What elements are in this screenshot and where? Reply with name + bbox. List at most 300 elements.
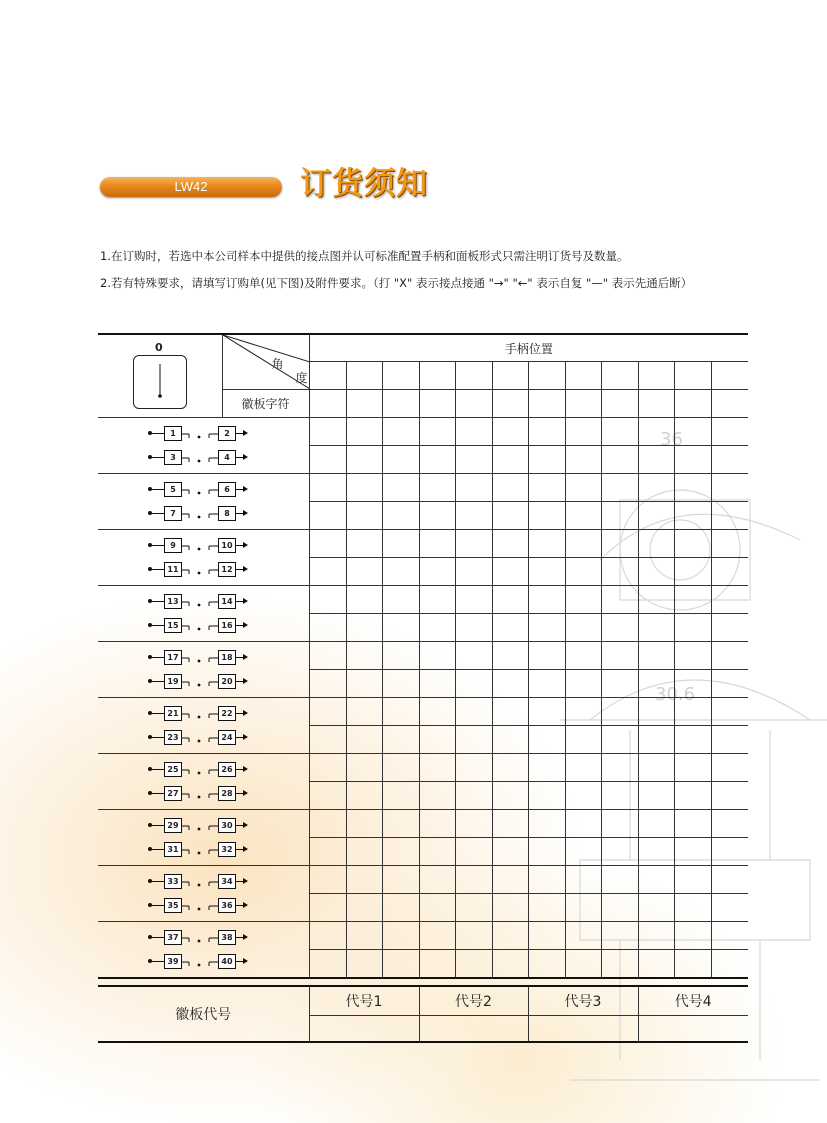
angle-cell[interactable] — [674, 362, 711, 390]
contact-state-cell[interactable] — [638, 558, 674, 586]
contact-state-cell[interactable] — [492, 446, 528, 474]
contact-state-cell[interactable] — [455, 782, 492, 810]
contact-state-cell[interactable] — [455, 810, 492, 838]
contact-state-cell[interactable] — [638, 446, 674, 474]
contact-state-cell[interactable] — [711, 670, 748, 698]
contact-state-cell[interactable] — [455, 558, 492, 586]
contact-terminal-out: 40 — [218, 954, 236, 969]
contact-state-cell[interactable] — [309, 866, 346, 894]
contact-state-cell[interactable] — [419, 894, 455, 922]
contact-state-cell[interactable] — [711, 586, 748, 614]
contact-state-cell[interactable] — [711, 950, 748, 979]
plate-char-cell[interactable] — [711, 390, 748, 418]
code-1-input[interactable] — [309, 1015, 419, 1042]
contact-pair — [98, 646, 310, 670]
contact-state-cell[interactable] — [346, 838, 382, 866]
contact-state-cell[interactable] — [382, 446, 419, 474]
contact-state-cell[interactable] — [419, 726, 455, 754]
contact-state-cell[interactable] — [601, 698, 638, 726]
terminal-dot-icon — [150, 513, 164, 514]
terminal-dot-icon — [150, 961, 164, 962]
contact-state-cell[interactable] — [419, 950, 455, 979]
contact-state-cell[interactable] — [419, 530, 455, 558]
contact-state-cell[interactable] — [309, 810, 346, 838]
contact-state-cell[interactable] — [565, 782, 601, 810]
contact-state-cell[interactable] — [711, 894, 748, 922]
contact-state-cell[interactable] — [346, 726, 382, 754]
contact-switch-icon — [181, 657, 218, 663]
contact-state-cell[interactable] — [528, 810, 565, 838]
contact-state-cell[interactable] — [528, 950, 565, 979]
contact-state-cell[interactable] — [346, 754, 382, 782]
angle-cell[interactable] — [565, 362, 601, 390]
contact-state-cell[interactable] — [601, 586, 638, 614]
contact-state-cell[interactable] — [638, 698, 674, 726]
contact-state-cell[interactable] — [528, 698, 565, 726]
contact-state-cell[interactable] — [309, 726, 346, 754]
contact-state-cell[interactable] — [601, 782, 638, 810]
contact-state-cell[interactable] — [346, 894, 382, 922]
contact-state-cell[interactable] — [492, 810, 528, 838]
contact-state-cell[interactable] — [382, 754, 419, 782]
contact-state-cell[interactable] — [565, 838, 601, 866]
contact-state-cell[interactable] — [565, 558, 601, 586]
contact-state-cell[interactable] — [382, 782, 419, 810]
code-1-header: 代号1 — [309, 986, 419, 1015]
plate-char-cell[interactable] — [674, 390, 711, 418]
contact-state-cell[interactable] — [382, 642, 419, 670]
contact-state-cell[interactable] — [674, 446, 711, 474]
contact-state-cell[interactable] — [382, 614, 419, 642]
contact-state-cell[interactable] — [528, 530, 565, 558]
contact-state-cell[interactable] — [674, 866, 711, 894]
contact-state-cell[interactable] — [455, 726, 492, 754]
contact-state-cell[interactable] — [565, 894, 601, 922]
contact-state-cell[interactable] — [419, 474, 455, 502]
contact-state-cell[interactable] — [528, 754, 565, 782]
contact-state-cell[interactable] — [601, 726, 638, 754]
contact-state-cell[interactable] — [309, 530, 346, 558]
contact-state-cell[interactable] — [382, 418, 419, 446]
contact-pair — [98, 702, 310, 726]
contact-state-cell[interactable] — [674, 754, 711, 782]
contact-state-cell[interactable] — [492, 502, 528, 530]
contact-state-cell[interactable] — [711, 754, 748, 782]
contact-state-cell[interactable] — [711, 838, 748, 866]
contact-state-cell[interactable] — [711, 446, 748, 474]
contact-state-cell[interactable] — [382, 502, 419, 530]
contact-state-cell[interactable] — [346, 614, 382, 642]
contact-state-cell[interactable] — [492, 698, 528, 726]
contact-state-cell[interactable] — [674, 670, 711, 698]
contact-state-cell[interactable] — [455, 502, 492, 530]
contact-state-cell[interactable] — [674, 530, 711, 558]
contact-state-cell[interactable] — [346, 950, 382, 979]
contact-state-cell[interactable] — [638, 894, 674, 922]
contact-state-cell[interactable] — [492, 782, 528, 810]
contact-state-cell[interactable] — [711, 418, 748, 446]
contact-state-cell[interactable] — [601, 810, 638, 838]
contact-state-cell[interactable] — [638, 810, 674, 838]
plate-char-cell[interactable] — [492, 390, 528, 418]
contact-switch-icon — [181, 769, 218, 775]
contact-state-cell[interactable] — [674, 474, 711, 502]
contact-terminal-in: 23 — [164, 730, 182, 745]
contact-state-cell[interactable] — [455, 754, 492, 782]
contact-state-cell[interactable] — [419, 586, 455, 614]
contact-state-cell[interactable] — [492, 838, 528, 866]
contact-state-cell[interactable] — [565, 614, 601, 642]
contact-state-cell[interactable] — [674, 502, 711, 530]
contact-state-cell[interactable] — [601, 754, 638, 782]
contact-state-cell[interactable] — [309, 586, 346, 614]
contact-state-cell[interactable] — [565, 726, 601, 754]
arrow-right-icon — [235, 961, 245, 962]
contact-state-cell[interactable] — [419, 782, 455, 810]
plate-char-cell[interactable] — [528, 390, 565, 418]
contact-state-cell[interactable] — [419, 838, 455, 866]
contact-group — [98, 866, 309, 922]
contact-state-cell[interactable] — [419, 614, 455, 642]
contact-pair — [98, 422, 310, 446]
contact-state-cell[interactable] — [638, 866, 674, 894]
contact-state-cell[interactable] — [601, 950, 638, 979]
plate-char-cell[interactable] — [565, 390, 601, 418]
angle-cell[interactable] — [455, 362, 492, 390]
contact-state-cell[interactable] — [382, 810, 419, 838]
contact-state-cell[interactable] — [528, 446, 565, 474]
contact-state-cell[interactable] — [638, 922, 674, 950]
contact-state-cell[interactable] — [455, 446, 492, 474]
contact-state-cell[interactable] — [492, 642, 528, 670]
contact-state-cell[interactable] — [382, 922, 419, 950]
contact-state-cell[interactable] — [382, 586, 419, 614]
contact-state-cell[interactable] — [455, 586, 492, 614]
contact-state-cell[interactable] — [455, 418, 492, 446]
contact-state-cell[interactable] — [455, 866, 492, 894]
contact-state-cell[interactable] — [565, 446, 601, 474]
contact-state-cell[interactable] — [528, 642, 565, 670]
contact-state-cell[interactable] — [528, 614, 565, 642]
contact-state-cell[interactable] — [638, 726, 674, 754]
contact-state-cell[interactable] — [382, 894, 419, 922]
contact-state-cell[interactable] — [382, 950, 419, 979]
contact-pair — [98, 814, 310, 838]
contact-state-cell[interactable] — [528, 726, 565, 754]
contact-state-cell[interactable] — [346, 642, 382, 670]
contact-state-cell[interactable] — [419, 810, 455, 838]
contact-state-cell[interactable] — [382, 558, 419, 586]
angle-cell[interactable] — [638, 362, 674, 390]
angle-cell[interactable] — [528, 362, 565, 390]
contact-state-cell[interactable] — [565, 866, 601, 894]
contact-state-cell[interactable] — [455, 530, 492, 558]
contact-state-cell[interactable] — [455, 698, 492, 726]
contact-state-cell[interactable] — [638, 418, 674, 446]
angle-cell[interactable] — [346, 362, 382, 390]
contact-state-cell[interactable] — [309, 502, 346, 530]
angle-cell[interactable] — [309, 362, 346, 390]
contact-state-cell[interactable] — [674, 810, 711, 838]
contact-state-cell[interactable] — [601, 866, 638, 894]
contact-state-cell[interactable] — [419, 642, 455, 670]
contact-state-cell[interactable] — [601, 474, 638, 502]
contact-state-cell[interactable] — [419, 418, 455, 446]
contact-state-cell[interactable] — [346, 782, 382, 810]
contact-state-cell[interactable] — [601, 670, 638, 698]
contact-state-cell[interactable] — [492, 614, 528, 642]
contact-state-cell[interactable] — [601, 894, 638, 922]
contact-state-cell[interactable] — [711, 866, 748, 894]
plate-char-cell[interactable] — [601, 390, 638, 418]
contact-state-cell[interactable] — [601, 838, 638, 866]
contact-state-cell[interactable] — [565, 754, 601, 782]
contact-terminal-in: 37 — [164, 930, 182, 945]
contact-state-cell[interactable] — [638, 670, 674, 698]
contact-state-cell[interactable] — [528, 558, 565, 586]
contact-state-cell[interactable] — [565, 474, 601, 502]
contact-state-cell[interactable] — [674, 698, 711, 726]
contact-state-cell[interactable] — [492, 754, 528, 782]
contact-state-cell[interactable] — [565, 950, 601, 979]
contact-state-cell[interactable] — [455, 838, 492, 866]
contact-state-cell[interactable] — [601, 502, 638, 530]
contact-state-cell[interactable] — [528, 474, 565, 502]
contact-state-cell[interactable] — [346, 558, 382, 586]
contact-state-cell[interactable] — [711, 614, 748, 642]
contact-state-cell[interactable] — [346, 446, 382, 474]
contact-state-cell[interactable] — [419, 446, 455, 474]
plate-char-cell[interactable] — [346, 390, 382, 418]
contact-state-cell[interactable] — [528, 866, 565, 894]
terminal-dot-icon — [150, 657, 164, 658]
contact-state-cell[interactable] — [309, 698, 346, 726]
contact-state-cell[interactable] — [711, 698, 748, 726]
contact-state-cell[interactable] — [309, 754, 346, 782]
contact-state-cell[interactable] — [528, 838, 565, 866]
contact-state-cell[interactable] — [346, 530, 382, 558]
contact-state-cell[interactable] — [601, 614, 638, 642]
contact-state-cell[interactable] — [528, 502, 565, 530]
contact-state-cell[interactable] — [346, 698, 382, 726]
contact-state-cell[interactable] — [309, 782, 346, 810]
angle-label-1: 角 — [271, 357, 284, 371]
contact-state-cell[interactable] — [638, 782, 674, 810]
contact-state-cell[interactable] — [638, 586, 674, 614]
contact-state-cell[interactable] — [309, 558, 346, 586]
contact-state-cell[interactable] — [419, 866, 455, 894]
plate-char-cell[interactable] — [455, 390, 492, 418]
contact-state-cell[interactable] — [528, 922, 565, 950]
contact-pair — [98, 950, 310, 974]
contact-state-cell[interactable] — [309, 922, 346, 950]
contact-state-cell[interactable] — [492, 558, 528, 586]
contact-terminal-out: 16 — [218, 618, 236, 633]
angle-cell[interactable] — [419, 362, 455, 390]
contact-state-cell[interactable] — [455, 474, 492, 502]
contact-state-cell[interactable] — [346, 418, 382, 446]
contact-state-cell[interactable] — [382, 670, 419, 698]
contact-state-cell[interactable] — [674, 558, 711, 586]
contact-state-cell[interactable] — [711, 530, 748, 558]
plate-char-cell[interactable] — [419, 390, 455, 418]
code-2-input[interactable] — [419, 1015, 528, 1042]
plate-char-cell[interactable] — [382, 390, 419, 418]
contact-state-cell[interactable] — [492, 418, 528, 446]
contact-state-cell[interactable] — [309, 670, 346, 698]
contact-terminal-out: 34 — [218, 874, 236, 889]
contact-state-cell[interactable] — [601, 530, 638, 558]
contact-state-cell[interactable] — [382, 866, 419, 894]
contact-state-cell[interactable] — [455, 670, 492, 698]
angle-cell[interactable] — [492, 362, 528, 390]
contact-state-cell[interactable] — [565, 670, 601, 698]
contact-state-cell[interactable] — [711, 502, 748, 530]
contact-state-cell[interactable] — [492, 894, 528, 922]
contact-state-cell[interactable] — [346, 502, 382, 530]
contact-state-cell[interactable] — [346, 670, 382, 698]
contact-state-cell[interactable] — [419, 698, 455, 726]
contact-state-cell[interactable] — [492, 530, 528, 558]
contact-state-cell[interactable] — [674, 418, 711, 446]
contact-state-cell[interactable] — [601, 446, 638, 474]
contact-state-cell[interactable] — [528, 670, 565, 698]
contact-pair — [98, 558, 310, 582]
contact-state-cell[interactable] — [565, 502, 601, 530]
contact-state-cell[interactable] — [492, 726, 528, 754]
contact-terminal-in: 39 — [164, 954, 182, 969]
contact-pair — [98, 590, 310, 614]
contact-state-cell[interactable] — [711, 810, 748, 838]
contact-state-cell[interactable] — [674, 950, 711, 979]
contact-state-cell[interactable] — [309, 614, 346, 642]
contact-pair — [98, 478, 310, 502]
contact-state-cell[interactable] — [638, 614, 674, 642]
angle-cell[interactable] — [711, 362, 748, 390]
contact-state-cell[interactable] — [309, 838, 346, 866]
contact-state-cell[interactable] — [419, 754, 455, 782]
contact-switch-icon — [181, 625, 218, 631]
contact-state-cell[interactable] — [638, 474, 674, 502]
contact-state-cell[interactable] — [565, 586, 601, 614]
contact-state-cell[interactable] — [711, 474, 748, 502]
contact-state-cell[interactable] — [528, 418, 565, 446]
contact-state-cell[interactable] — [601, 558, 638, 586]
contact-state-cell[interactable] — [419, 922, 455, 950]
contact-state-cell[interactable] — [638, 502, 674, 530]
contact-state-cell[interactable] — [346, 922, 382, 950]
arrow-right-icon — [235, 681, 245, 682]
contact-switch-icon — [181, 825, 218, 831]
contact-state-cell[interactable] — [638, 838, 674, 866]
code-4-input[interactable] — [638, 1015, 748, 1042]
contact-state-cell[interactable] — [565, 698, 601, 726]
angle-cell[interactable] — [382, 362, 419, 390]
contact-state-cell[interactable] — [492, 866, 528, 894]
contact-state-cell[interactable] — [565, 810, 601, 838]
contact-state-cell[interactable] — [309, 418, 346, 446]
contact-switch-icon — [181, 713, 218, 719]
contact-state-cell[interactable] — [309, 642, 346, 670]
contact-state-cell[interactable] — [601, 922, 638, 950]
contact-state-cell[interactable] — [455, 922, 492, 950]
contact-state-cell[interactable] — [455, 894, 492, 922]
contact-state-cell[interactable] — [711, 782, 748, 810]
contact-state-cell[interactable] — [565, 530, 601, 558]
contact-state-cell[interactable] — [382, 726, 419, 754]
contact-state-cell[interactable] — [528, 894, 565, 922]
contact-state-cell[interactable] — [346, 810, 382, 838]
contact-state-cell[interactable] — [565, 642, 601, 670]
contact-state-cell[interactable] — [346, 866, 382, 894]
contact-state-cell[interactable] — [382, 698, 419, 726]
contact-state-cell[interactable] — [346, 474, 382, 502]
contact-state-cell[interactable] — [711, 642, 748, 670]
contact-state-cell[interactable] — [711, 558, 748, 586]
contact-state-cell[interactable] — [638, 950, 674, 979]
contact-state-cell[interactable] — [492, 586, 528, 614]
contact-state-cell[interactable] — [674, 894, 711, 922]
contact-state-cell[interactable] — [455, 614, 492, 642]
contact-state-cell[interactable] — [382, 530, 419, 558]
contact-state-cell[interactable] — [565, 418, 601, 446]
contact-state-cell[interactable] — [309, 950, 346, 979]
contact-state-cell[interactable] — [674, 726, 711, 754]
contact-state-cell[interactable] — [419, 558, 455, 586]
contact-state-cell[interactable] — [711, 922, 748, 950]
contact-state-cell[interactable] — [601, 418, 638, 446]
contact-state-cell[interactable] — [455, 642, 492, 670]
contact-state-cell[interactable] — [674, 614, 711, 642]
contact-state-cell[interactable] — [419, 502, 455, 530]
contact-state-cell[interactable] — [382, 474, 419, 502]
contact-state-cell[interactable] — [346, 586, 382, 614]
plate-char-cell[interactable] — [309, 390, 346, 418]
contact-state-cell[interactable] — [638, 530, 674, 558]
contact-state-cell[interactable] — [419, 670, 455, 698]
contact-state-cell[interactable] — [492, 950, 528, 979]
contact-state-cell[interactable] — [674, 586, 711, 614]
contact-state-cell[interactable] — [674, 782, 711, 810]
arrow-right-icon — [235, 433, 245, 434]
contact-state-cell[interactable] — [674, 838, 711, 866]
contact-pair — [98, 838, 310, 862]
contact-state-cell[interactable] — [492, 474, 528, 502]
contact-state-cell[interactable] — [309, 894, 346, 922]
contact-state-cell[interactable] — [309, 446, 346, 474]
contact-state-cell[interactable] — [711, 726, 748, 754]
contact-state-cell[interactable] — [565, 922, 601, 950]
contact-state-cell[interactable] — [674, 642, 711, 670]
contact-state-cell[interactable] — [674, 922, 711, 950]
contact-state-cell[interactable] — [455, 950, 492, 979]
terminal-dot-icon — [150, 937, 164, 938]
contact-state-cell[interactable] — [492, 670, 528, 698]
contact-terminal-in: 19 — [164, 674, 182, 689]
contact-state-cell[interactable] — [309, 474, 346, 502]
angle-cell[interactable] — [601, 362, 638, 390]
code-3-input[interactable] — [528, 1015, 638, 1042]
contact-state-cell[interactable] — [601, 642, 638, 670]
terminal-dot-icon — [150, 545, 164, 546]
contact-state-cell[interactable] — [638, 754, 674, 782]
contact-state-cell[interactable] — [528, 586, 565, 614]
contact-state-cell[interactable] — [528, 782, 565, 810]
contact-state-cell[interactable] — [492, 922, 528, 950]
contact-state-cell[interactable] — [638, 642, 674, 670]
contact-state-cell[interactable] — [382, 838, 419, 866]
plate-char-cell[interactable] — [638, 390, 674, 418]
